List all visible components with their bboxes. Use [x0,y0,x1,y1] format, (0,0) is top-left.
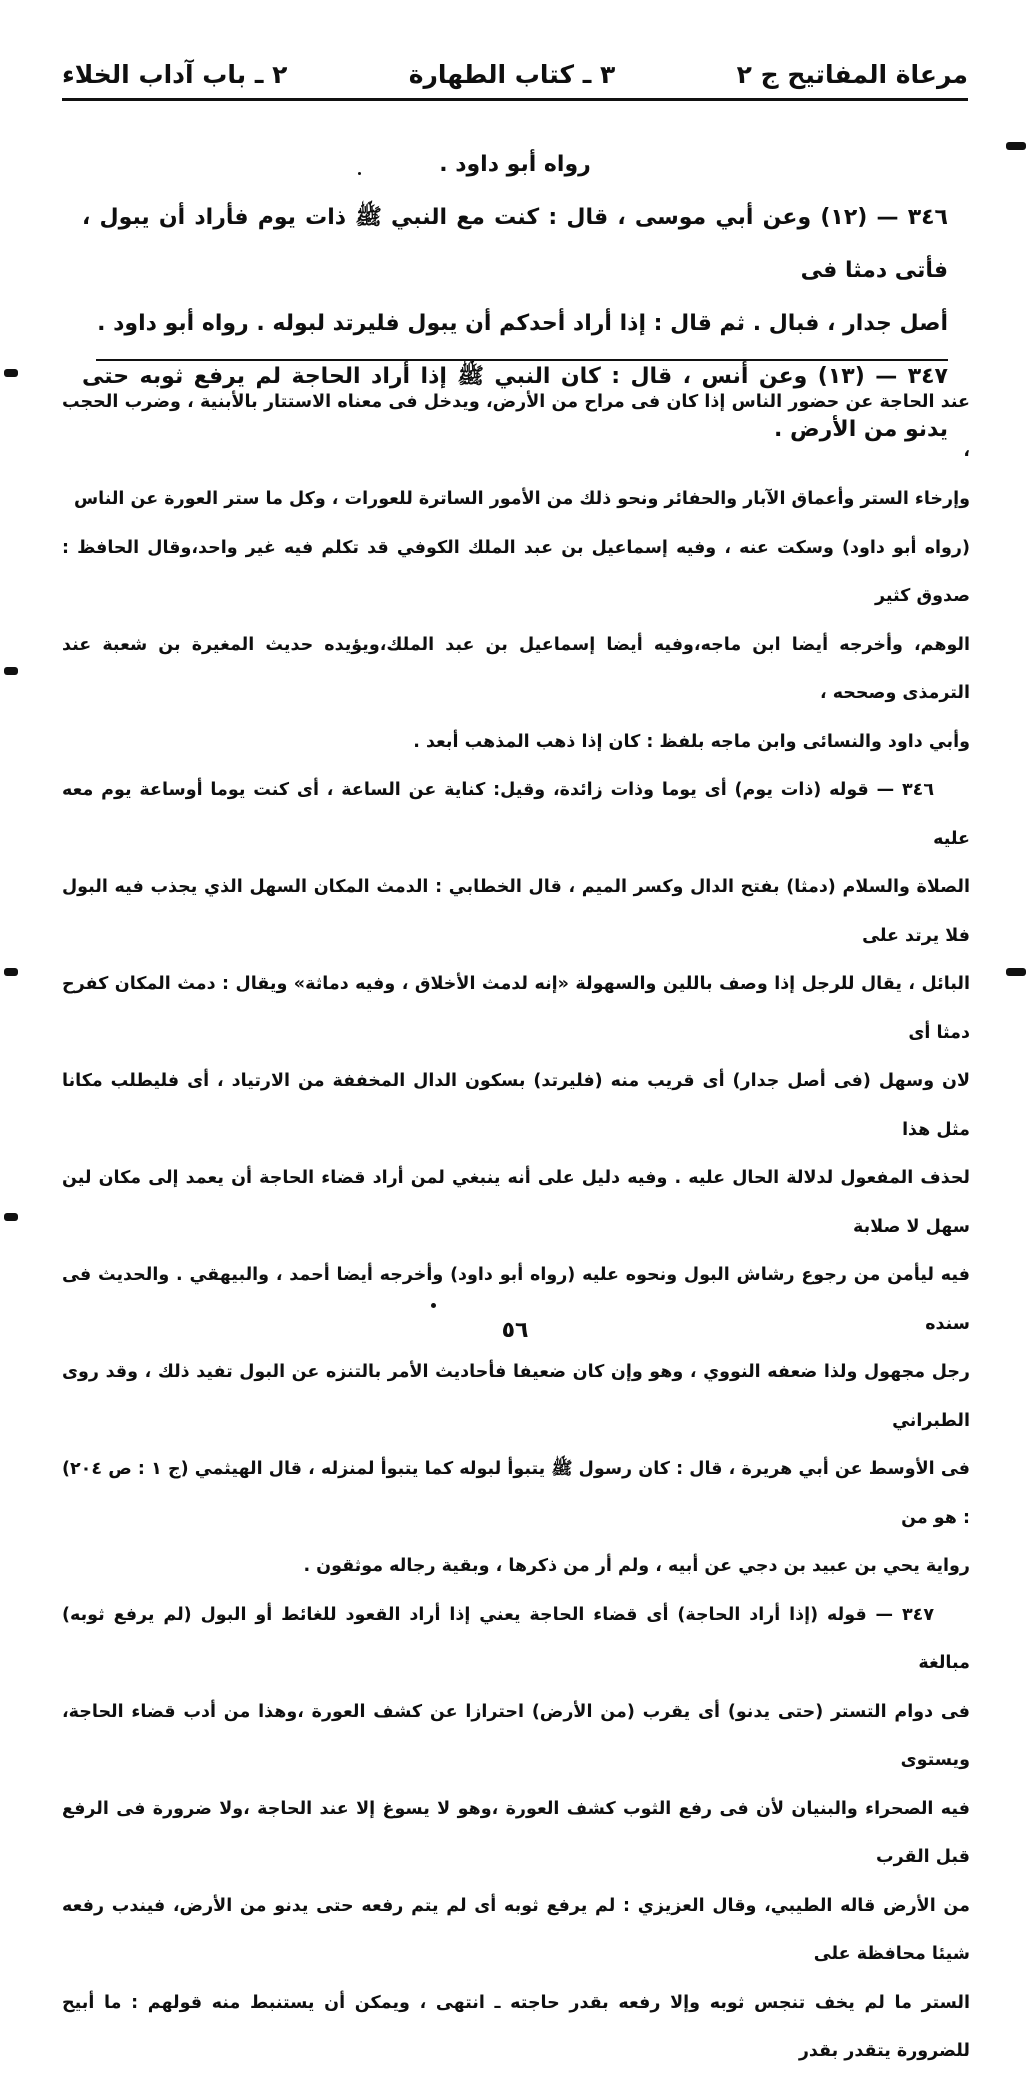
commentary-line: رواية يحي بن عبيد بن دجي عن أبيه ، ولم أر من ذكرها ، وبقية رجاله موثقون . [303,1556,970,1576]
commentary-line: وإرخاء الستر وأعماق الآبار والحفائر ونحو ذلك من الأمور الساترة للعورات ، وكل ما ستر العورة عن الناس [73,489,970,509]
margin-mark [1006,142,1026,150]
margin-mark [1006,968,1026,976]
stray-dot [431,1303,436,1308]
header-book-title: مرعاة المفاتيح ج ٢ [736,59,968,89]
running-header [62,50,968,98]
margin-mark [4,667,18,675]
hadith-347: ٣٤٧ — (١٣) وعن أنس ، قال : كان النبي ﷺ إذا أراد الحاجة لم يرفع ثوبه حتى يدنو من الأرض . [82,364,948,442]
footnote-separator [96,359,948,361]
margin-mark [4,1213,18,1221]
commentary-line: رجل مجهول ولذا ضعفه النووي ، وهو وإن كان ضعيفا فأحاديث الأمر بالتنزه عن البول تفيد ذلك ، وقد روى الطبراني [62,1362,970,1431]
commentary-line: ٣٤٧ — قوله (إذا أراد الحاجة) أى قضاء الحاجة يعني إذا أراد القعود للغائط أو البول (لم يرفع ثوبه) مبالغة [62,1604,970,1673]
commentary-line: لان وسهل (فى أصل جدار) أى قريب منه (فليرتد) بسكون الدال المخففة من الارتياد ، أى فليطلب مكانا مثل هذا [62,1071,970,1140]
commentary-line: فى دوام التستر (حتى يدنو) أى يقرب (من الأرض) احترازا عن كشف العورة ،وهذا من أدب قضاء الحاجة، ويستوى [62,1701,970,1770]
header-bab-title: ٢ ـ باب آداب الخلاء [62,59,288,89]
commentary-line: من الأرض قاله الطيبي، وقال العزيزي : لم يرفع ثوبه أى لم يتم رفعه حتى يدنو من الأرض، فيندب رفعه شيئا محافظة على [62,1895,970,1964]
hadith-346-line-1: ٣٤٦ — (١٢) وعن أبي موسى ، قال : كنت مع النبي ﷺ ذات يوم فأراد أن يبول ، فأتى دمثا فى [82,205,948,283]
main-line: رواه أبو داود . [439,152,591,177]
commentary-line: عند الحاجة عن حضور الناس إذا كان فى مراح من الأرض، ويدخل فى معناه الاستتار بالأبنية ، وضرب الحجب ، [62,392,970,461]
commentary-line: ٣٤٦ — قوله (ذات يوم) أى يوما وذات زائدة، وقيل: كناية عن الساعة ، أى كنت يوما أوساعة يوم معه عليه [62,780,970,849]
margin-mark [4,369,18,377]
commentary-text [62,378,970,2076]
commentary-line: البائل ، يقال للرجل إذا وصف باللين والسهولة «إنه لدمث الأخلاق ، وفيه دماثة» ويقال : دمث المكان كفرح دمثا أى [62,974,970,1043]
page-number: ٥٦ [501,1318,529,1343]
commentary-line: الوهم، وأخرجه أيضا ابن ماجه،وفيه أيضا إسماعيل بن عبد الملك،ويؤيده حديث المغيرة بن شعبة عند الترمذى وصححه ، [62,634,970,703]
commentary-line: فيه الصحراء والبنيان لأن فى رفع الثوب كشف العورة ،وهو لا يسوغ إلا عند الحاجة ،ولا ضرورة فى الرفع قبل القرب [62,1798,970,1867]
commentary-line: الستر ما لم يخف تنجس ثوبه وإلا رفعه بقدر حاجته ـ انتهى ، ويمكن أن يستنبط منه قولهم : ما أبيح للضرورة يتقدر بقدر [62,1992,970,2061]
commentary-line: الصلاة والسلام (دمثا) بفتح الدال وكسر الميم ، قال الخطابي : الدمث المكان السهل الذي يجذب فيه البول فلا يرتد على [62,877,970,946]
commentary-line: (رواه أبو داود) وسكت عنه ، وفيه إسماعيل بن عبد الملك الكوفي قد تكلم فيه غير واحد،وقال الحافظ : صدوق كثير [62,537,970,606]
header-rule [62,98,968,101]
commentary-line: فيه ليأمن من رجوع رشاش البول ونحوه عليه (رواه أبو داود) وأخرجه أيضا أحمد ، والبيهقي . والحديث فى سنده [62,1265,970,1334]
margin-mark [4,968,18,976]
hadith-346-line-2: أصل جدار ، فبال . ثم قال : إذا أراد أحدكم أن يبول فليرتد لبوله . رواه أبو داود . [97,311,948,336]
header-kitab-title: ٣ ـ كتاب الطهارة [408,59,616,89]
commentary-line: وأبي داود والنسائى وابن ماجه بلفظ : كان إذا ذهب المذهب أبعد . [413,731,970,752]
commentary-line: لحذف المفعول لدلالة الحال عليه . وفيه دليل على أنه ينبغي لمن أراد قضاء الحاجة أن يعمد إلى مكان لين سهل لا صلابة [62,1168,970,1237]
commentary-line: فى الأوسط عن أبي هريرة ، قال : كان رسول ﷺ يتبوأ لبوله كما يتبوأ لمنزله ، قال الهيثمي (ج ١ : ص ٢٠٤) : هو من [62,1459,970,1528]
